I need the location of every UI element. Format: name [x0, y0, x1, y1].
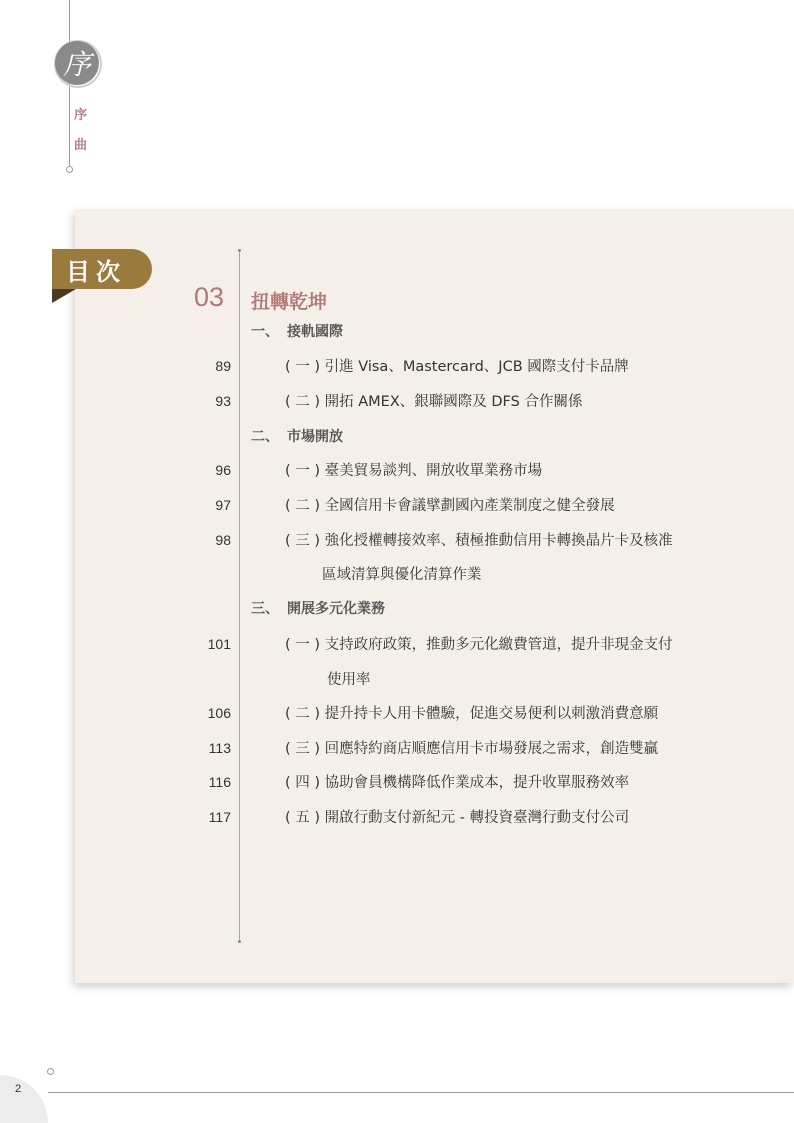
- section-mark: 二、: [251, 429, 279, 445]
- chapter-title: 扭轉乾坤: [251, 291, 328, 313]
- toc-divider: [239, 251, 240, 941]
- toc-page-number: 96: [215, 462, 231, 478]
- side-label-2: 曲: [74, 138, 88, 153]
- section-title: 市場開放: [287, 429, 343, 445]
- section-title: 開展多元化業務: [287, 601, 385, 617]
- chapter-badge: [55, 41, 99, 85]
- top-decor-dot: [66, 166, 73, 173]
- chapter-badge-glyph: 序: [62, 48, 91, 81]
- toc-tab-fold: [52, 289, 76, 303]
- toc-entry-link[interactable]: ( 一 ) 臺美貿易談判、開放收單業務市場: [285, 463, 543, 479]
- toc-entry-link[interactable]: ( 一 ) 支持政府政策，推動多元化繳費管道，提升非現金支付: [285, 637, 673, 653]
- footer-line: [48, 1092, 794, 1093]
- toc-panel: [75, 209, 794, 983]
- toc-page-number: 98: [215, 532, 231, 548]
- toc-entry-link[interactable]: ( 五 ) 開啟行動支付新紀元 - 轉投資臺灣行動支付公司: [285, 810, 630, 826]
- divider-dot-bottom: [238, 940, 241, 943]
- divider-dot-top: [238, 249, 241, 252]
- toc-page-number: 106: [207, 705, 231, 721]
- toc-entry-link[interactable]: ( 二 ) 全國信用卡會議擘劃國內產業制度之健全發展: [285, 498, 615, 514]
- toc-page-number: 89: [215, 358, 231, 374]
- toc-page-number: 101: [207, 636, 231, 652]
- section-mark: 三、: [251, 601, 279, 617]
- toc-entry-link[interactable]: ( 二 ) 開拓 AMEX、銀聯國際及 DFS 合作關係: [285, 394, 583, 410]
- toc-entry-continuation: 使用率: [327, 672, 371, 688]
- toc-entry-continuation: 區域清算與優化清算作業: [322, 567, 482, 583]
- side-label-1: 序: [74, 108, 88, 123]
- toc-page-number: 113: [208, 740, 231, 756]
- section-title: 接軌國際: [287, 324, 343, 340]
- toc-entry-link[interactable]: ( 三 ) 回應特約商店順應信用卡市場發展之需求，創造雙贏: [285, 741, 659, 757]
- section-mark: 一、: [251, 324, 279, 340]
- toc-page-number: 117: [208, 809, 231, 825]
- toc-entry-link[interactable]: ( 一 ) 引進 Visa、Mastercard、JCB 國際支付卡品牌: [285, 359, 629, 375]
- toc-entry-link[interactable]: ( 二 ) 提升持卡人用卡體驗，促進交易便利以刺激消費意願: [285, 706, 659, 722]
- toc-page-number: 97: [215, 497, 231, 513]
- footer-corner-shape: [0, 1075, 48, 1123]
- toc-tab: 目次: [52, 249, 152, 289]
- section-heading: [251, 321, 343, 341]
- toc-entry-link[interactable]: ( 三 ) 強化授權轉接效率、積極推動信用卡轉換晶片卡及核准: [285, 533, 673, 549]
- footer-page-number: 2: [15, 1083, 22, 1095]
- toc-entry-link[interactable]: ( 四 ) 協助會員機構降低作業成本，提升收單服務效率: [285, 775, 630, 791]
- chapter-number: 03: [194, 282, 225, 312]
- toc-page-number: 116: [208, 774, 231, 790]
- section-heading: [251, 426, 343, 446]
- section-heading: [251, 598, 385, 618]
- toc-page-number: 93: [215, 393, 231, 409]
- footer-dot: [47, 1068, 54, 1075]
